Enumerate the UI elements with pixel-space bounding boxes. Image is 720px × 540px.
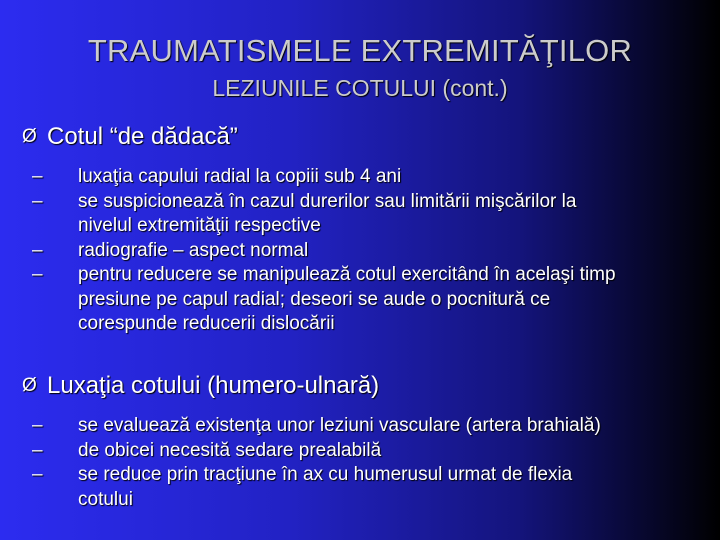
sub-bullet-item	[32, 190, 616, 239]
sub-bullet-text: cotului	[78, 488, 133, 510]
slide-subtitle: LEZIUNILE COTULUI (cont.)	[212, 75, 508, 101]
sub-bullet-text: presiune pe capul radial; deseori se aude o pocnitură ce	[78, 288, 551, 310]
sub-bullet-item	[32, 239, 616, 264]
dash-bullet-icon: –	[32, 439, 43, 461]
section-heading-text: Cotul “de dădacă”	[47, 123, 238, 150]
sub-bullet-text: se evaluează existenţa unor leziuni vasculare (artera brahială)	[78, 415, 601, 436]
dash-bullet-icon: –	[32, 166, 43, 187]
sub-bullet-text: nivelul extremităţii respective	[78, 215, 321, 236]
sub-bullet-text: radiografie – aspect normal	[78, 239, 309, 261]
sub-bullet-text: se reduce prin tracţiune în ax cu humerusul urmat de flexia	[78, 464, 573, 485]
dash-bullet-icon: –	[32, 264, 43, 285]
sub-bullet-item	[32, 263, 616, 337]
sub-bullet-text: corespunde reducerii dislocării	[78, 313, 335, 334]
slide-title: TRAUMATISMELE EXTREMITĂŢILOR	[87, 33, 633, 68]
sub-bullet-item	[32, 165, 616, 190]
sub-bullet-item	[32, 439, 601, 464]
arrow-bullet-icon: Ø	[22, 126, 37, 147]
dash-bullet-icon: –	[32, 464, 43, 485]
dash-bullet-icon: –	[32, 239, 43, 261]
sub-bullet-list	[32, 414, 601, 512]
section-heading-text: Luxaţia cotului (humero-ulnară)	[47, 372, 380, 399]
sub-bullet-list	[32, 165, 616, 337]
sub-bullet-text: de obicei necesită sedare prealabilă	[78, 439, 382, 461]
arrow-bullet-icon: Ø	[22, 375, 37, 396]
dash-bullet-icon: –	[32, 190, 43, 212]
sub-bullet-text: luxaţia capului radial la copiii sub 4 ani	[78, 166, 402, 187]
sub-bullet-text: pentru reducere se manipulează cotul exercitând în acelaşi timp	[78, 264, 616, 285]
dash-bullet-icon: –	[32, 415, 43, 436]
sub-bullet-item	[32, 414, 601, 439]
sub-bullet-text: se suspicionează în cazul durerilor sau limitării mişcărilor la	[78, 190, 577, 212]
sub-bullet-item	[32, 463, 601, 512]
